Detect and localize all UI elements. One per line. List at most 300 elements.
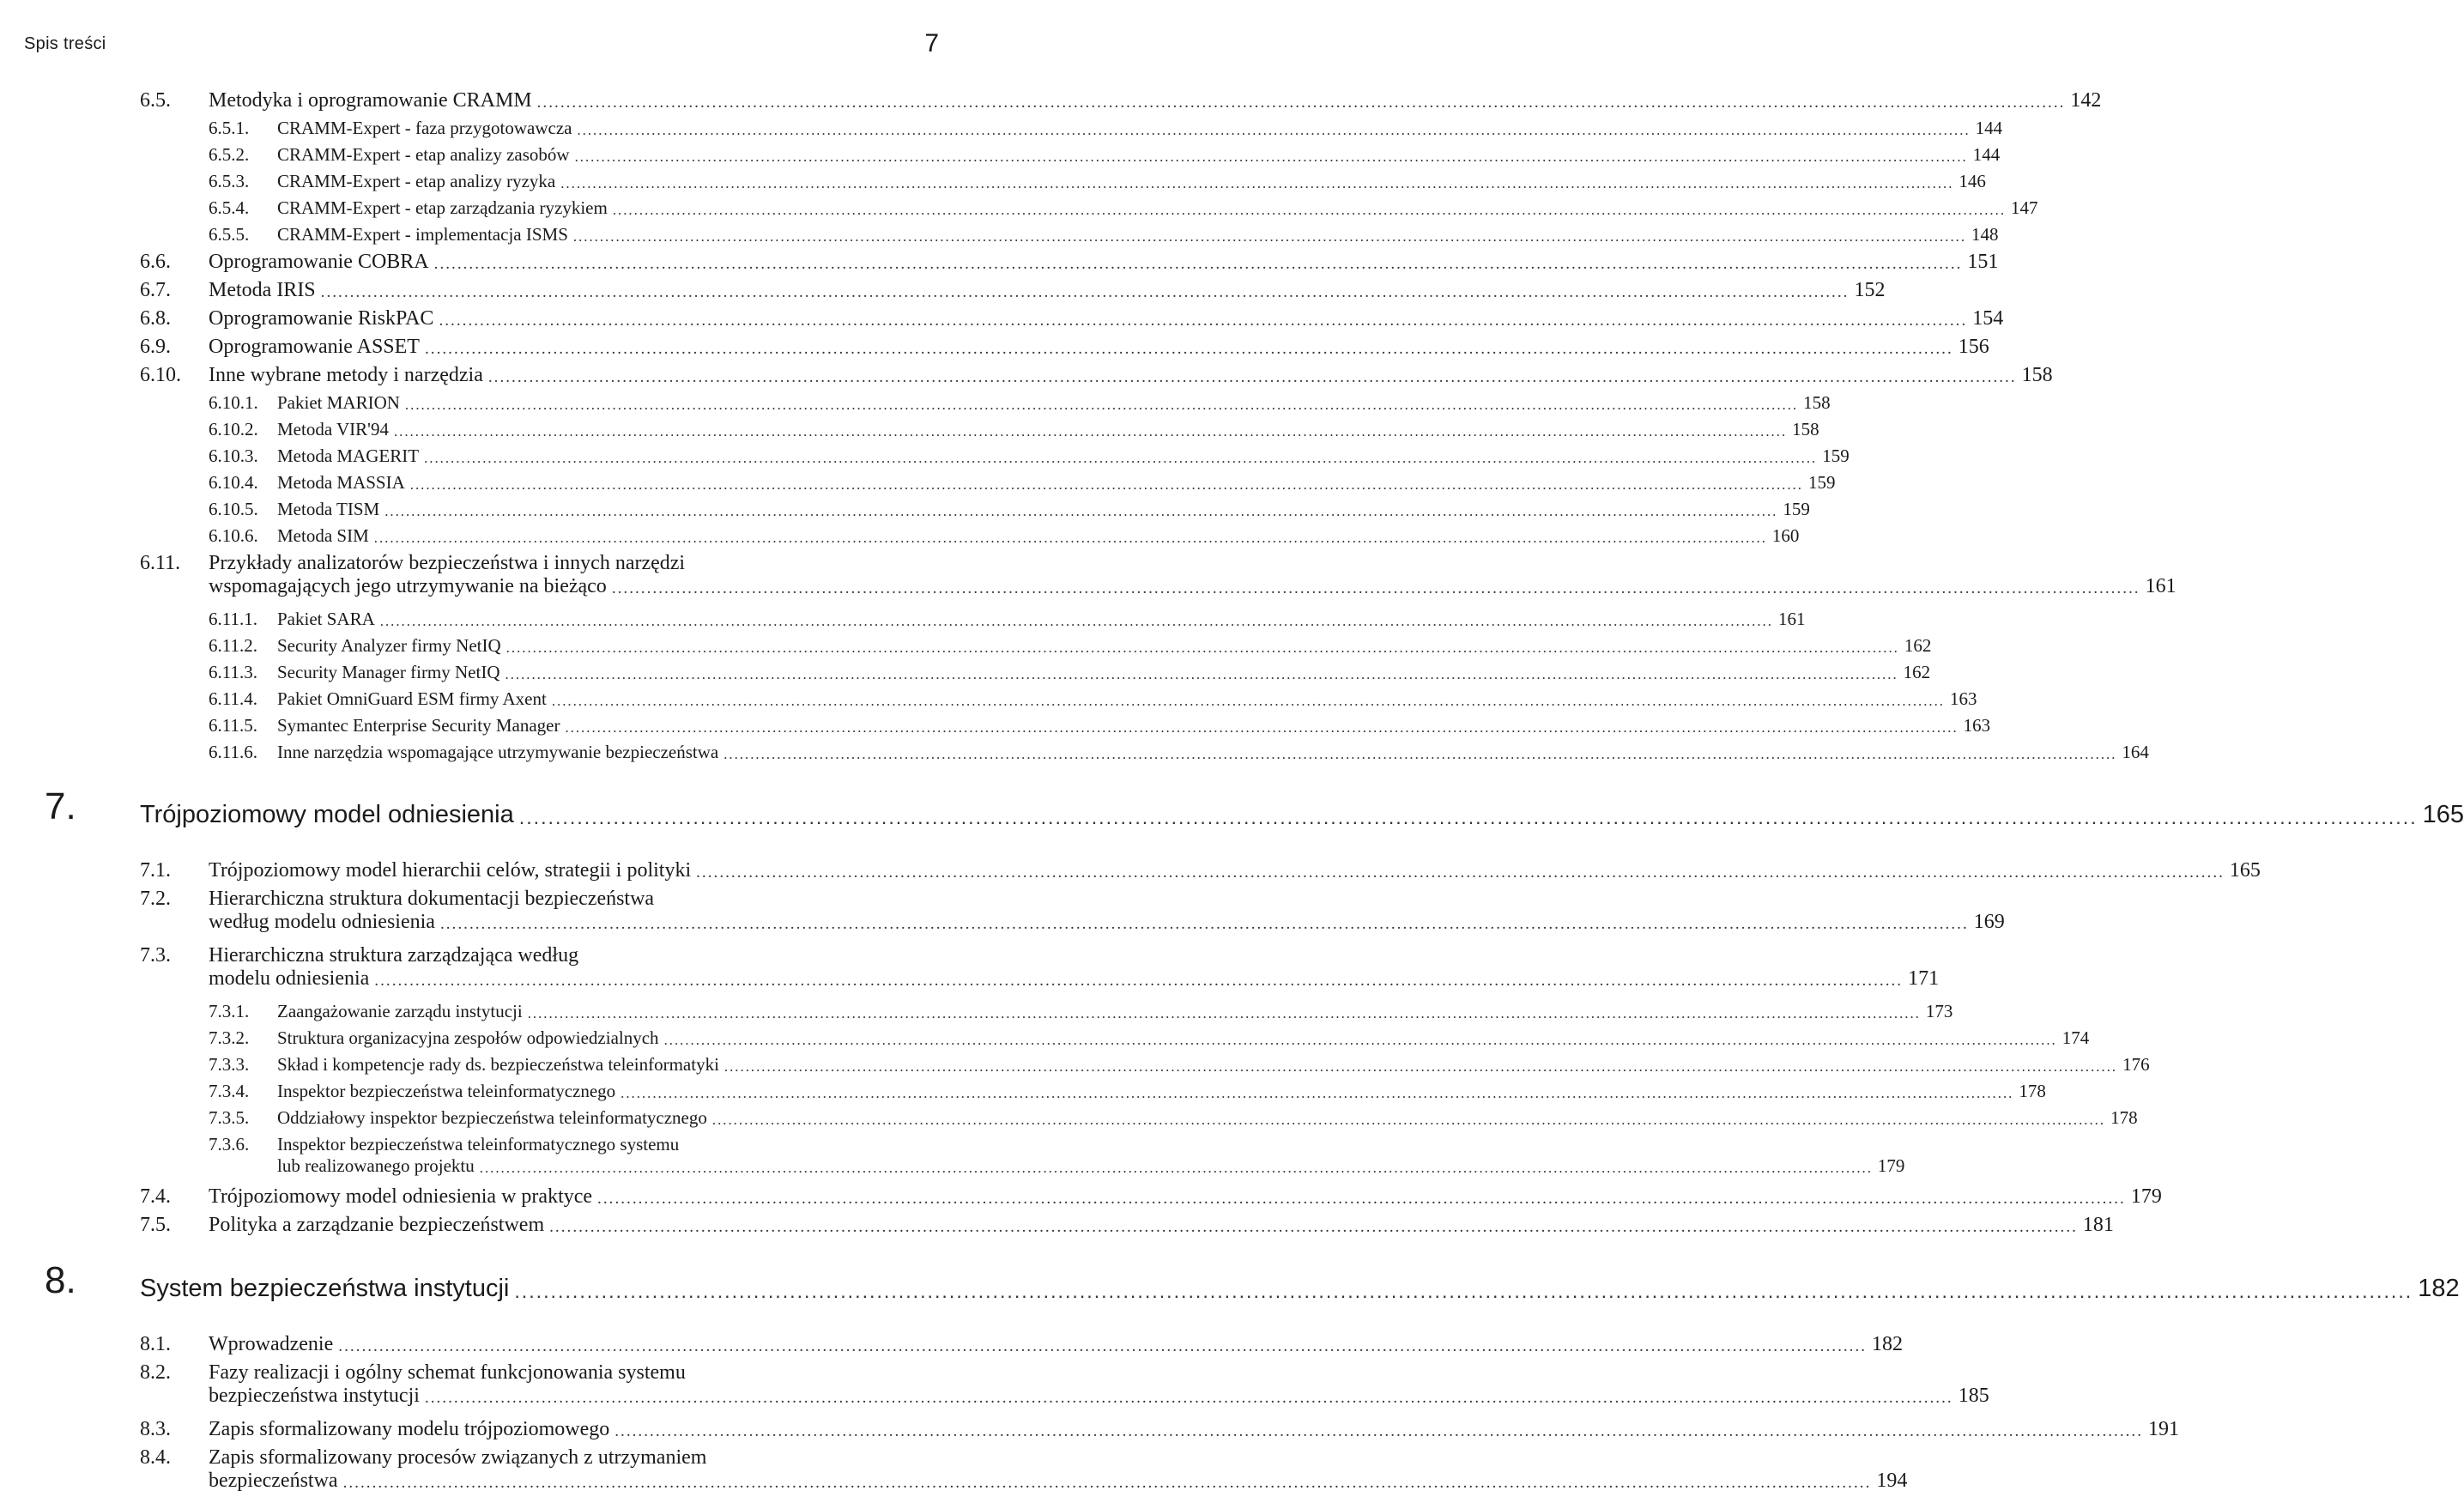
toc-title-text: Metoda IRIS — [209, 279, 316, 301]
toc-subsection[interactable] — [0, 1001, 1953, 1027]
toc-title — [277, 499, 1810, 520]
toc-title-line — [277, 1001, 1953, 1022]
dot-leader — [405, 397, 1798, 414]
toc-title — [209, 336, 1989, 359]
toc-section[interactable] — [0, 1333, 1904, 1361]
dot-leader — [613, 202, 2006, 219]
toc-page-number: 161 — [2145, 575, 2176, 597]
toc-number: 7.3. — [140, 944, 171, 967]
toc-title-line — [277, 1027, 2090, 1049]
dot-leader — [384, 503, 1777, 520]
toc-page-number: 191 — [2148, 1418, 2180, 1440]
toc-page-number: 178 — [2019, 1081, 2046, 1101]
toc-subsection[interactable] — [0, 1107, 2138, 1134]
toc-section[interactable] — [0, 336, 1989, 364]
dot-leader — [575, 148, 1968, 166]
toc-number: 6.5.2. — [209, 144, 250, 165]
toc-title-text: Pakiet MARION — [277, 392, 400, 413]
toc-title-line — [277, 1134, 939, 1155]
toc-title — [277, 118, 2003, 139]
toc-title-line — [209, 1361, 939, 1385]
toc-section[interactable] — [0, 552, 2176, 609]
toc-title — [209, 251, 1999, 274]
toc-number: 7.3.2. — [209, 1027, 250, 1048]
toc-number: 7.3.5. — [209, 1107, 250, 1128]
toc-subsection[interactable] — [0, 499, 1810, 525]
toc-number: 6.5.3. — [209, 171, 250, 191]
dot-leader — [724, 1058, 2117, 1076]
toc-number: 6.10.4. — [209, 472, 258, 493]
toc-title-text: wspomagających jego utrzymywanie na bieżąco — [209, 575, 607, 597]
dot-leader — [480, 1160, 1873, 1177]
toc-page-number: 146 — [1958, 171, 1986, 191]
toc-title-line — [209, 336, 1989, 359]
toc-title — [209, 1214, 2114, 1237]
toc-title — [277, 392, 1831, 414]
toc-subsection[interactable] — [0, 715, 1991, 742]
toc-section[interactable] — [0, 364, 2053, 392]
toc-title — [209, 552, 2176, 598]
toc-title-line — [209, 251, 1999, 274]
toc-title-line — [277, 224, 1999, 245]
toc-title-line — [209, 967, 1940, 991]
chapter-spacer — [0, 768, 975, 780]
toc-page-number: 162 — [1904, 635, 1932, 656]
toc-number: 8.2. — [140, 1361, 171, 1384]
toc-number: 7.5. — [140, 1214, 171, 1236]
toc-number: 6.5.4. — [209, 197, 250, 218]
toc-title-text: CRAMM-Expert - etap analizy ryzyka — [277, 171, 556, 191]
toc-page-number: 159 — [1783, 499, 1810, 519]
toc-title-line — [140, 801, 2464, 829]
toc-number: 8. — [45, 1259, 76, 1301]
toc-title-text: Skład i kompetencje rady ds. bezpieczeństwa teleinformatyki — [277, 1054, 719, 1075]
dot-leader — [321, 283, 1850, 302]
toc-title-text: Security Analyzer firmy NetIQ — [277, 635, 501, 656]
toc-number: 6.10.3. — [209, 445, 258, 466]
toc-section[interactable] — [0, 1418, 2180, 1446]
toc-page-number: 169 — [1973, 911, 2005, 933]
toc-number: 7.3.6. — [209, 1134, 250, 1155]
toc-page-number: 156 — [1958, 336, 1989, 358]
toc-page-number: 179 — [2130, 1185, 2162, 1208]
toc-title-text: Oprogramowanie ASSET — [209, 336, 420, 358]
toc-section[interactable] — [0, 1446, 1908, 1503]
dot-leader — [514, 1280, 2413, 1303]
dot-leader — [343, 1474, 1872, 1493]
toc-title-line — [209, 911, 2005, 934]
toc-title-line — [209, 1214, 2114, 1237]
toc-section[interactable] — [0, 307, 2004, 336]
dot-leader — [425, 1389, 1953, 1408]
toc-title-text: Fazy realizacji i ogólny schemat funkcjonowania systemu — [209, 1361, 686, 1384]
toc-number: 8.1. — [140, 1333, 171, 1355]
toc-section[interactable] — [0, 859, 2261, 888]
toc-page-number: 171 — [1908, 967, 1940, 990]
toc-page-number: 158 — [1803, 392, 1831, 413]
toc-title — [277, 742, 2149, 763]
toc-title-line — [209, 575, 2176, 598]
dot-leader — [506, 666, 1898, 683]
dot-leader — [573, 228, 1966, 245]
toc-title — [209, 1418, 2180, 1441]
dot-leader — [374, 530, 1767, 547]
toc-title — [277, 525, 1800, 547]
dot-leader — [552, 693, 1945, 710]
toc-subsection[interactable] — [0, 1134, 1905, 1185]
toc-number: 6.10.1. — [209, 392, 258, 413]
toc-title-text: Metodyka i oprogramowanie CRAMM — [209, 89, 532, 112]
toc-number: 7.3.4. — [209, 1081, 250, 1101]
toc-title — [277, 1027, 2090, 1049]
dot-leader — [723, 746, 2116, 763]
toc-title-line — [209, 1185, 2162, 1209]
toc-number: 7.3.3. — [209, 1054, 250, 1075]
toc-title-line — [209, 888, 939, 911]
toc-title-line — [277, 144, 2001, 166]
toc-title-text: Trójpoziomowy model odniesienia — [140, 801, 514, 828]
toc-title — [277, 662, 1931, 683]
toc-title — [277, 224, 1999, 245]
toc-section[interactable] — [0, 89, 2102, 118]
toc-title-text: Oprogramowanie COBRA — [209, 251, 429, 273]
toc-title-text: Pakiet SARA — [277, 609, 375, 629]
toc-subsection[interactable] — [0, 662, 1931, 688]
toc-title-line — [277, 609, 1806, 630]
dot-leader — [614, 1422, 2143, 1441]
toc-title-text: System bezpieczeństwa instytucji — [140, 1275, 510, 1302]
dot-leader — [597, 1190, 2126, 1209]
toc-page-number: 164 — [2122, 742, 2149, 762]
dot-leader — [664, 1032, 2057, 1049]
toc-number: 6.7. — [140, 279, 171, 301]
toc-title-text: Metoda SIM — [277, 525, 369, 546]
toc-title-line — [209, 552, 939, 575]
toc-title — [277, 419, 1819, 440]
toc-page-number: 162 — [1903, 662, 1931, 682]
toc-subsection[interactable] — [0, 144, 2001, 171]
toc-subsection[interactable] — [0, 118, 2003, 144]
toc-page-number: 151 — [1967, 251, 1999, 273]
toc-title-line — [209, 1385, 1989, 1408]
toc-title-text: Polityka a zarządzanie bezpieczeństwem — [209, 1214, 545, 1236]
toc-number: 6.10. — [140, 364, 181, 386]
toc-title-text: Zapis sformalizowany procesów związanych z utrzymaniem — [209, 1446, 707, 1469]
toc-title — [209, 1446, 1908, 1493]
dot-leader — [394, 423, 1787, 440]
toc-page-number: 165 — [2422, 801, 2464, 828]
toc-number: 7.1. — [140, 859, 171, 882]
toc-title-text: Hierarchiczna struktura dokumentacji bezpieczeństwa — [209, 888, 655, 910]
toc-title — [209, 888, 2005, 934]
dot-leader — [612, 579, 2140, 598]
running-head-title: Spis treści — [24, 34, 106, 53]
toc-page-number: 159 — [1822, 445, 1850, 466]
toc-title-line — [277, 525, 1800, 547]
toc-title-text: CRAMM-Expert - faza przygotowawcza — [277, 118, 572, 138]
toc-number: 6.10.2. — [209, 419, 258, 439]
toc-title-line — [209, 944, 939, 967]
toc-title-line — [209, 307, 2004, 330]
toc-page-number: 185 — [1958, 1385, 1989, 1407]
toc-subsection[interactable] — [0, 688, 1977, 715]
toc-subsection[interactable] — [0, 742, 2149, 768]
toc-subsection[interactable] — [0, 1054, 2150, 1081]
toc-title-text: modelu odniesienia — [209, 967, 370, 990]
toc-title-text: Struktura organizacyjna zespołów odpowiedzialnych — [277, 1027, 659, 1048]
toc-subsection[interactable] — [0, 392, 1831, 419]
dot-leader — [621, 1085, 2013, 1102]
toc-page-number: 181 — [2082, 1214, 2114, 1236]
toc-title-line — [277, 118, 2003, 139]
toc-title — [209, 1333, 1904, 1356]
toc-title-line — [209, 1418, 2180, 1441]
toc-subsection[interactable] — [0, 635, 1932, 662]
toc-title-text: bezpieczeństwa — [209, 1470, 338, 1492]
toc-page-number: 174 — [2061, 1027, 2090, 1048]
toc-title — [277, 144, 2001, 166]
toc-subsection[interactable] — [0, 445, 1850, 472]
toc-number: 6.11.5. — [209, 715, 257, 736]
dot-leader — [549, 1218, 2078, 1237]
toc-chapter[interactable] — [0, 780, 2464, 859]
toc-title — [277, 1001, 1953, 1022]
toc-section[interactable] — [0, 279, 1886, 307]
toc-title-text: bezpieczeństwa instytucji — [209, 1385, 420, 1407]
toc-title-line — [277, 1107, 2138, 1129]
toc-title-line — [209, 364, 2053, 387]
dot-leader — [440, 915, 1969, 934]
toc-number: 6.11.2. — [209, 635, 257, 656]
toc-subsection[interactable] — [0, 472, 1836, 499]
toc-title-text: CRAMM-Expert - etap analizy zasobów — [277, 144, 570, 165]
toc-title-line — [209, 89, 2102, 112]
toc-page-number: 144 — [1972, 144, 2001, 165]
toc-section[interactable] — [0, 251, 1999, 279]
toc-title-text: Zapis sformalizowany modelu trójpoziomowego — [209, 1418, 610, 1440]
dot-leader — [577, 122, 1970, 139]
toc-title-line — [140, 1275, 2460, 1303]
toc-section[interactable] — [0, 944, 1940, 1001]
toc-section[interactable] — [0, 1361, 1989, 1418]
toc-title — [209, 859, 2261, 882]
toc-title-text: Inne narzędzia wspomagające utrzymywanie bezpieczeństwa — [277, 742, 719, 762]
toc-page-number: 147 — [2011, 197, 2038, 218]
toc-number: 6.10.5. — [209, 499, 258, 519]
toc-title-line — [277, 742, 2149, 763]
toc-title — [209, 1185, 2162, 1209]
toc-number: 6.11.3. — [209, 662, 257, 682]
toc-number: 6.6. — [140, 251, 171, 273]
toc-title-line — [277, 1155, 1905, 1177]
toc-title-text: Przykłady analizatorów bezpieczeństwa i innych narzędzi — [209, 552, 686, 574]
toc-subsection[interactable] — [0, 197, 2038, 224]
toc-number: 6.8. — [140, 307, 171, 330]
toc-subsection[interactable] — [0, 1081, 2046, 1107]
toc-title-text: Metoda VIR'94 — [277, 419, 389, 439]
toc-title-text: Symantec Enterprise Security Manager — [277, 715, 560, 736]
table-of-contents — [0, 89, 2464, 1503]
toc-title — [277, 1134, 1905, 1177]
toc-title-text: Trójpoziomowy model hierarchii celów, strategii i polityki — [209, 859, 692, 882]
dot-leader — [338, 1337, 1867, 1356]
toc-page-number: 158 — [2021, 364, 2053, 386]
toc-title-text: według modelu odniesienia — [209, 911, 435, 933]
toc-page-number: 148 — [1971, 224, 1999, 245]
toc-title-line — [277, 171, 1986, 192]
toc-page-number: 182 — [1872, 1333, 1904, 1355]
toc-title — [277, 472, 1836, 494]
toc-subsection[interactable] — [0, 609, 1806, 635]
toc-page-number: 179 — [1877, 1155, 1905, 1176]
toc-page-number: 173 — [1925, 1001, 1953, 1021]
toc-title-text: Inspektor bezpieczeństwa teleinformatycznego systemu — [277, 1134, 680, 1155]
toc-chapter[interactable] — [0, 1254, 2460, 1333]
toc-title-line — [277, 1081, 2046, 1102]
toc-title-text: Inspektor bezpieczeństwa teleinformatycznego — [277, 1081, 616, 1101]
toc-title-text: Oddziałowy inspektor bezpieczeństwa teleinformatycznego — [277, 1107, 707, 1128]
toc-page-number: 178 — [2110, 1107, 2138, 1128]
toc-number: 6.11.6. — [209, 742, 257, 762]
toc-number: 6.9. — [140, 336, 171, 358]
toc-page-number: 144 — [1975, 118, 2003, 138]
toc-page-number: 194 — [1876, 1470, 1908, 1492]
dot-leader — [424, 450, 1817, 467]
toc-title-line — [277, 419, 1819, 440]
toc-title — [277, 715, 1991, 736]
toc-page-number: 165 — [2229, 859, 2261, 882]
toc-title — [140, 1275, 2460, 1303]
dot-leader — [537, 94, 2066, 112]
toc-number: 6.10.6. — [209, 525, 258, 546]
toc-page-number: 152 — [1854, 279, 1886, 301]
toc-title-text: Trójpoziomowy model odniesienia w praktyce — [209, 1185, 593, 1208]
toc-subsection[interactable] — [0, 224, 1999, 251]
dot-leader — [425, 340, 1953, 359]
toc-number: 6.11.4. — [209, 688, 257, 709]
toc-title — [277, 1081, 2046, 1102]
toc-title-line — [277, 392, 1831, 414]
toc-title-text: CRAMM-Expert - etap zarządzania ryzykiem — [277, 197, 608, 218]
dot-leader — [560, 175, 1953, 192]
page-header — [24, 29, 939, 64]
toc-number: 7.2. — [140, 888, 171, 910]
toc-page-number: 160 — [1771, 525, 1800, 546]
toc-title-text: Wprowadzenie — [209, 1333, 334, 1355]
toc-subsection[interactable] — [0, 525, 1800, 552]
dot-leader — [712, 1112, 2105, 1129]
toc-title — [277, 688, 1977, 710]
page-number: 7 — [924, 29, 939, 58]
toc-title-line — [277, 499, 1810, 520]
toc-subsection[interactable] — [0, 171, 1986, 197]
toc-title-line — [209, 1333, 1904, 1356]
toc-section[interactable] — [0, 1214, 2114, 1242]
toc-title — [277, 445, 1850, 467]
toc-page-number: 163 — [1963, 715, 1991, 736]
toc-title-line — [209, 279, 1886, 302]
toc-page-number: 154 — [1972, 307, 2004, 330]
chapter-spacer — [0, 1242, 975, 1254]
toc-number: 6.11.1. — [209, 609, 257, 629]
dot-leader — [380, 613, 1773, 630]
toc-title-line — [209, 859, 2261, 882]
toc-title — [277, 1107, 2138, 1129]
toc-title-text: Hierarchiczna struktura zarządzająca według — [209, 944, 579, 967]
toc-title-line — [209, 1446, 939, 1470]
toc-title — [209, 89, 2102, 112]
toc-title — [209, 1361, 1989, 1408]
dot-leader — [439, 312, 1967, 330]
toc-number: 6.5.1. — [209, 118, 250, 138]
toc-title — [277, 635, 1932, 657]
toc-title-text: CRAMM-Expert - implementacja ISMS — [277, 224, 568, 245]
toc-page-number: 163 — [1949, 688, 1977, 709]
toc-title-text: Pakiet OmniGuard ESM firmy Axent — [277, 688, 547, 709]
toc-title-text: Metoda MAGERIT — [277, 445, 420, 466]
toc-title — [277, 1054, 2150, 1076]
toc-title-line — [277, 1054, 2150, 1076]
toc-title — [277, 609, 1806, 630]
dot-leader — [696, 864, 2225, 882]
toc-title-text: Metoda TISM — [277, 499, 380, 519]
toc-title-text: Metoda MASSIA — [277, 472, 405, 493]
toc-number: 6.5. — [140, 89, 171, 112]
toc-title-text: lub realizowanego projektu — [277, 1155, 475, 1176]
toc-title-text: Oprogramowanie RiskPAC — [209, 307, 434, 330]
toc-number: 6.5.5. — [209, 224, 250, 245]
toc-title — [209, 944, 1940, 991]
toc-section[interactable] — [0, 1185, 2162, 1214]
toc-title-line — [277, 662, 1931, 683]
toc-number: 8.3. — [140, 1418, 171, 1440]
toc-subsection[interactable] — [0, 1027, 2090, 1054]
toc-subsection[interactable] — [0, 419, 1819, 445]
toc-title-line — [277, 688, 1977, 710]
toc-section[interactable] — [0, 888, 2005, 944]
toc-page-number: 161 — [1777, 609, 1806, 629]
toc-title-line — [277, 715, 1991, 736]
dot-leader — [519, 806, 2418, 829]
toc-page-number: 176 — [2122, 1054, 2150, 1075]
toc-title-text: Inne wybrane metody i narzędzia — [209, 364, 483, 386]
toc-title-line — [277, 445, 1850, 467]
toc-title — [140, 801, 2464, 829]
toc-title — [209, 364, 2053, 387]
toc-page-number: 182 — [2418, 1275, 2460, 1302]
dot-leader — [434, 255, 1963, 274]
dot-leader — [528, 1005, 1921, 1022]
dot-leader — [410, 476, 1803, 494]
toc-title-text: Security Manager firmy NetIQ — [277, 662, 500, 682]
toc-title — [277, 197, 2038, 219]
toc-title — [209, 307, 2004, 330]
dot-leader — [565, 719, 1958, 736]
toc-page-number: 158 — [1792, 419, 1819, 439]
dot-leader — [488, 368, 2017, 387]
toc-page-number: 159 — [1807, 472, 1836, 493]
toc-title-line — [277, 197, 2038, 219]
toc-title-line — [277, 635, 1932, 657]
toc-number: 7.3.1. — [209, 1001, 250, 1021]
toc-page-number: 142 — [2070, 89, 2102, 112]
toc-title-line — [209, 1470, 1908, 1493]
toc-number: 6.11. — [140, 552, 181, 574]
dot-leader — [374, 972, 1903, 991]
toc-title-line — [277, 472, 1836, 494]
toc-number: 7.4. — [140, 1185, 171, 1208]
dot-leader — [506, 639, 1899, 657]
